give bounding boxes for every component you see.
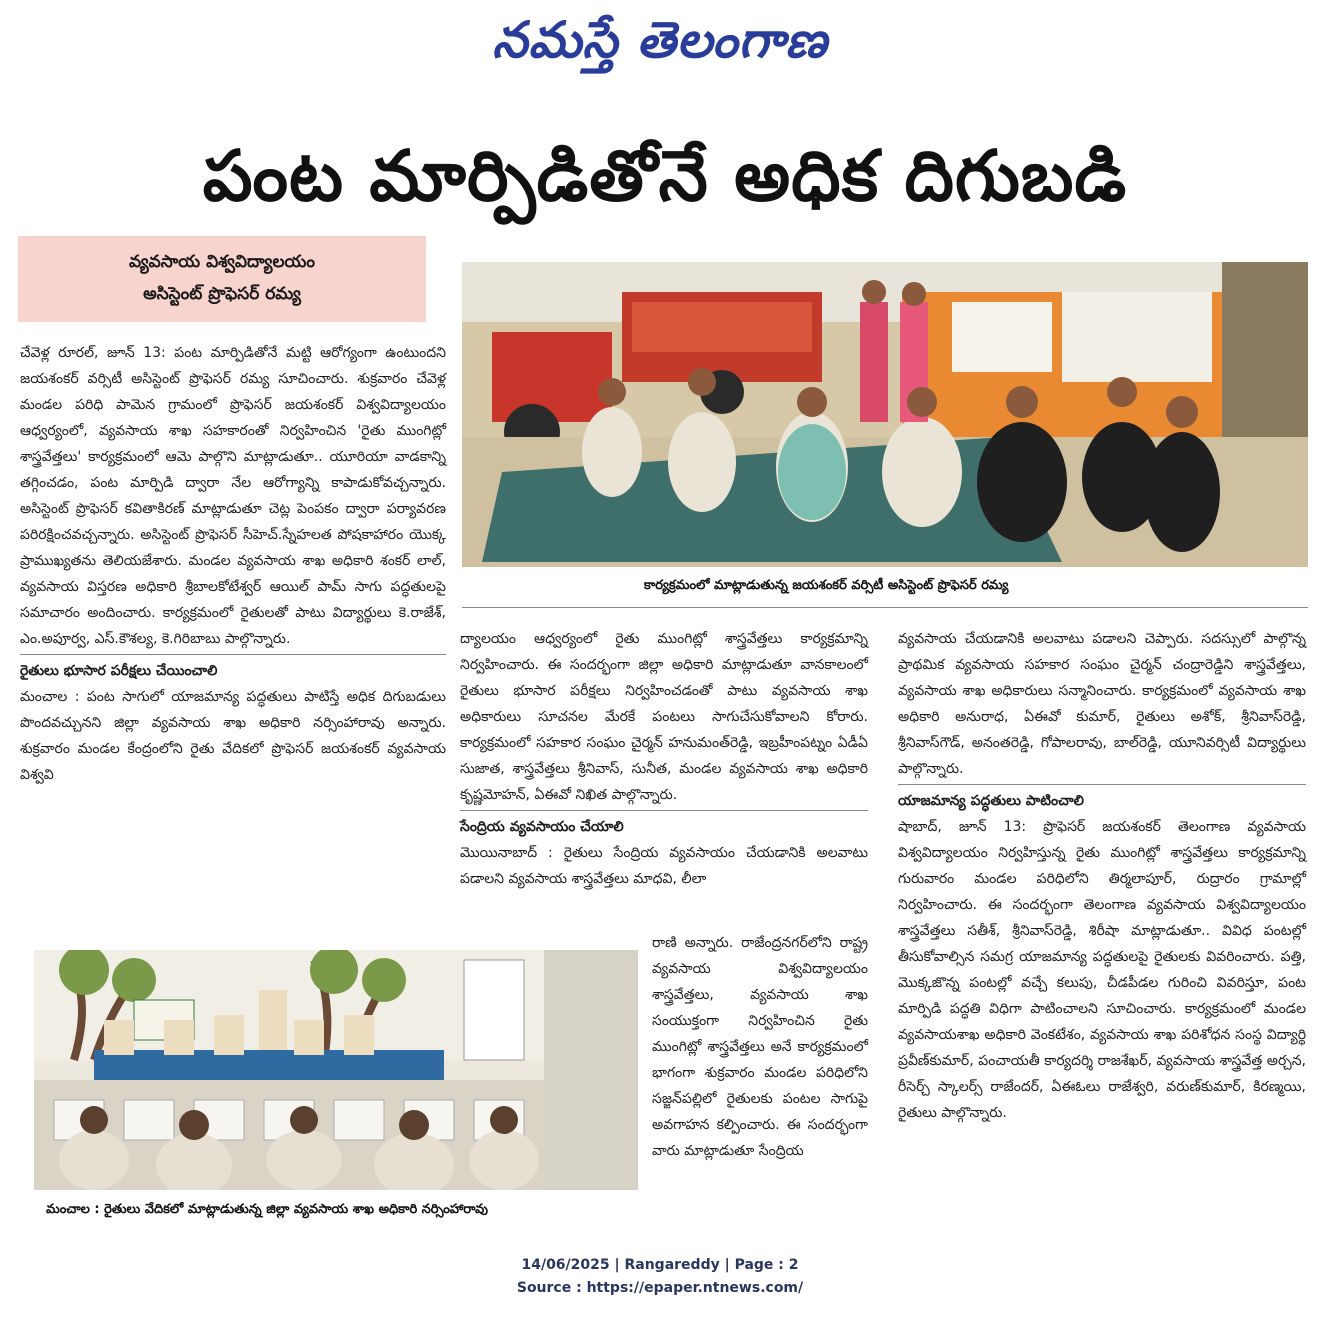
column-2-paragraph-2a: మొయినాబాద్ : రైతులు సేంద్రియ వ్యవసాయం చేయడానికి అలవాటు పడాలని వ్యవసాయ శాస్త్రవేత్తలు మాధవి, లీలా bbox=[460, 845, 868, 887]
photo-1-caption: కార్యక్రమంలో మాట్లాడుతున్న జయశంకర్ వర్సిటీ అసిస్టెంట్ ప్రొఫెసర్ రమ్య bbox=[644, 578, 1009, 593]
footer-date-edition: 14/06/2025 | Rangareddy | Page : 2 bbox=[521, 1257, 799, 1273]
column-2-paragraph-2b: రాణి అన్నారు. రాజేంద్రనగర్‌లోని రాష్ట్ర వ్యవసాయ విశ్వవిద్యాలయం శాస్త్రవేత్తలు, వ్యవసాయ శాఖ సంయుక్తంగా నిర్వహించిన రైతు ముంగిట్లో శాస్త్రవేత్తలు అనే కార్యక్రమంలో భాగంగా శుక్రవారం మండల పరిధిలోని సజ్జన్‌పల్లిలో రైతులకు పంటల సాగుపై అవగాహన కల్పించారు. ఈ సందర్భంగా వారు మాట్లాడుతూ సేంద్రియ bbox=[652, 935, 868, 1159]
photo-hall-meeting bbox=[34, 950, 638, 1190]
column-2 bbox=[460, 626, 868, 892]
column-2-paragraph-1: ద్యాలయం ఆధ్వర్యంలో రైతు ముంగిట్లో శాస్త్రవేత్తలు కార్యక్రమాన్ని నిర్వహించారు. ఈ సందర్భంగా జిల్లా అధికారి మాట్లాడుతూ వానకాలంలో రైతులు భూసార పరీక్షలు నిర్వహించడంతో పాటు వ్యవసాయ శాఖ అధికారులు సూచనల మేరకే పంటలు సాగుచేసుకోవాలని కోరారు. కార్యక్రమంలో సహకార సంఘం చైర్మన్ హనుమంత్‌రెడ్డి, ఇబ్రహీంపట్నం ఏడీఏ సుజాత, శాస్త్రవేత్తలు శ్రీనివాస్, సునీత, మండల వ్యవసాయ శాఖ అధికారి కృష్ణమోహన్, ఏఈవో నిఖిత పాల్గొన్నారు. bbox=[460, 631, 868, 803]
headline: పంట మార్పిడితోనే అధిక దిగుబడి bbox=[202, 135, 1128, 217]
column-1-paragraph-1: చేవెళ్ల రూరల్, జూన్ 13: పంట మార్పిడితోనే మట్టి ఆరోగ్యంగా ఉంటుందని జయశంకర్ వర్సిటీ అసిస్టెంట్ ప్రొఫెసర్ రమ్య సూచించారు. శుక్రవారం చేవెళ్ల మండల పరిధి పామెన గ్రామంలో ప్రొఫెసర్ జయశంకర్ విశ్వవిద్యాలయం ఆధ్వర్యంలో, వ్యవసాయ శాఖ సహకారంతో నిర్వహించిన 'రైతు ముంగిట్లో శాస్త్రవేత్తలు' కార్యక్రమంలో ఆమె పాల్గొని మాట్లాడుతూ.. యూరియా వాడకాన్ని తగ్గించడం, పంట మార్పిడి ద్వారా నేల ఆరోగ్యాన్ని కాపాడుకోవచ్చన్నారు. అసిస్టెంట్ ప్రొఫెసర్ కవితాకిరణ్ మాట్లాడుతూ చెట్ల పెంపకం ద్వారా పర్యావరణ పరిరక్షించవచ్చన్నారు. అసిస్టెంట్ ప్రొఫెసర్ సీహెచ్.స్నేహలత పోషకాహారం యొక్క ప్రాముఖ్యతను తెలియజేశారు. మండల వ్యవసాయ శాఖ అధికారి శంకర్ లాల్, వ్యవసాయ విస్తరణ అధికారి శ్రీబాలకోటేశ్వర్ ఆయిల్ పామ్ సాగు పద్ధతులపై సమాచారం అందించారు. కార్యక్రమంలో రైతులతో పాటు విద్యార్థులు కె.రాజేశ్, ఎం.అపూర్వ, ఎస్.కౌశల్య, కె.గిరిబాబు పాల్గొన్నారు. bbox=[20, 345, 446, 647]
divider bbox=[462, 607, 1308, 608]
column-3-paragraph-1: వ్యవసాయ చేయడానికి అలవాటు పడాలని చెప్పారు. సదస్సులో పాల్గొన్న ప్రాథమిక వ్యవసాయ సహకార సంఘం చైర్మన్ చంద్రారెడ్డిని శాస్త్రవేత్తలు, వ్యవసాయ శాఖ అధికారులు సన్మానించారు. కార్యక్రమంలో వ్యవసాయ శాఖ అధికారి అనురాధ, ఏఈవో కుమార్, రైతులు అశోక్, శ్రీనివాస్‌రెడ్డి, శ్రీనివాస్‌గౌడ్, అనంతరెడ్డి, గోపాలరావు, బాల్‌రెడ్డి, యూనివర్సిటీ విద్యార్థులు పాల్గొన్నారు. bbox=[898, 631, 1306, 777]
photo-field-meeting bbox=[462, 262, 1308, 567]
kicker-box bbox=[18, 236, 426, 322]
column-1-paragraph-2: మంచాల : పంట సాగులో యాజమాన్య పద్ధతులు పాటిస్తే అధిక దిగుబడులు పొందవచ్చునని జిల్లా వ్యవసాయ శాఖ అధికారి నర్సింహారావు అన్నారు. శుక్రవారం మండల కేంద్రంలోని రైతు వేదికలో ప్రొఫెసర్ జయశంకర్ వ్యవసాయ విశ్వవి bbox=[20, 689, 446, 783]
divider bbox=[20, 654, 446, 655]
column-1 bbox=[20, 340, 446, 788]
kicker-line-2: అసిస్టెంట్ ప్రొఫెసర్ రమ్య bbox=[143, 284, 301, 304]
footer-source: Source : https://epaper.ntnews.com/ bbox=[516, 1280, 804, 1296]
photo-2-caption: మంచాల : రైతులు వేదికలో మాట్లాడుతున్న జిల్లా వ్యవసాయ శాఖ అధికారి నర్సింహారావు bbox=[46, 1202, 488, 1217]
kicker-line-1: వ్యవసాయ విశ్వవిద్యాలయం bbox=[129, 252, 315, 272]
column-3 bbox=[898, 626, 1306, 1126]
column-2b bbox=[652, 930, 868, 1164]
column-1-subhead: రైతులు భూసార పరీక్షలు చేయించాలి bbox=[20, 663, 218, 679]
column-3-subhead: యాజమాన్య పద్ధతులు పాటించాలి bbox=[898, 793, 1084, 809]
column-2-subhead: సేంద్రియ వ్యవసాయం చేయాలి bbox=[460, 819, 624, 835]
masthead-logo: నమస్తే తెలంగాణ bbox=[492, 10, 828, 69]
column-3-paragraph-2: షాబాద్, జూన్ 13: ప్రొఫెసర్ జయశంకర్ తెలంగాణ వ్యవసాయ విశ్వవిద్యాలయం నిర్వహిస్తున్న రైతు ముంగిట్లో శాస్త్రవేత్తలు కార్యక్రమాన్ని గురువారం మండల పరిధిలోని తిర్మలాపూర్, రుద్రారం గ్రామాల్లో నిర్వహించారు. ఈ సందర్భంగా తెలంగాణ వ్యవసాయ విశ్వవిద్యాలయం శాస్త్రవేత్తలు సతీశ్, శ్రీనివాస్‌రెడ్డి, శిరీషా మాట్లాడుతూ.. వివిధ పంటల్లో తీసుకోవాల్సిన సమగ్ర యాజమాన్య పద్ధతులపై రైతులకు వివరించారు. పత్తి, మొక్కజొన్న పంటల్లో వచ్చే కలుపు, చీడపీడల గురించి వివరిస్తూ, పంట మార్పిడి పద్ధతి విధిగా పాటించాలని సూచించారు. కార్యక్రమంలో మండల వ్యవసాయశాఖ అధికారి వెంకటేశం, వ్యవసాయ శాఖ పరిశోధన సంస్థ విద్యార్థి ప్రవీణ్‌కుమార్, పంచాయతీ కార్యదర్శి రాజశేఖర్, వ్యవసాయ శాస్త్రవేత్త అర్చన, రీసెర్చ్ స్కాలర్స్ రాజేందర్, ఏఈఓలు రాజేశ్వరి, వరుణ్‌కుమార్, కిరణ్మయి, రైతులు పాల్గొన్నారు. bbox=[898, 819, 1306, 1121]
divider bbox=[898, 784, 1306, 785]
divider bbox=[460, 810, 868, 811]
